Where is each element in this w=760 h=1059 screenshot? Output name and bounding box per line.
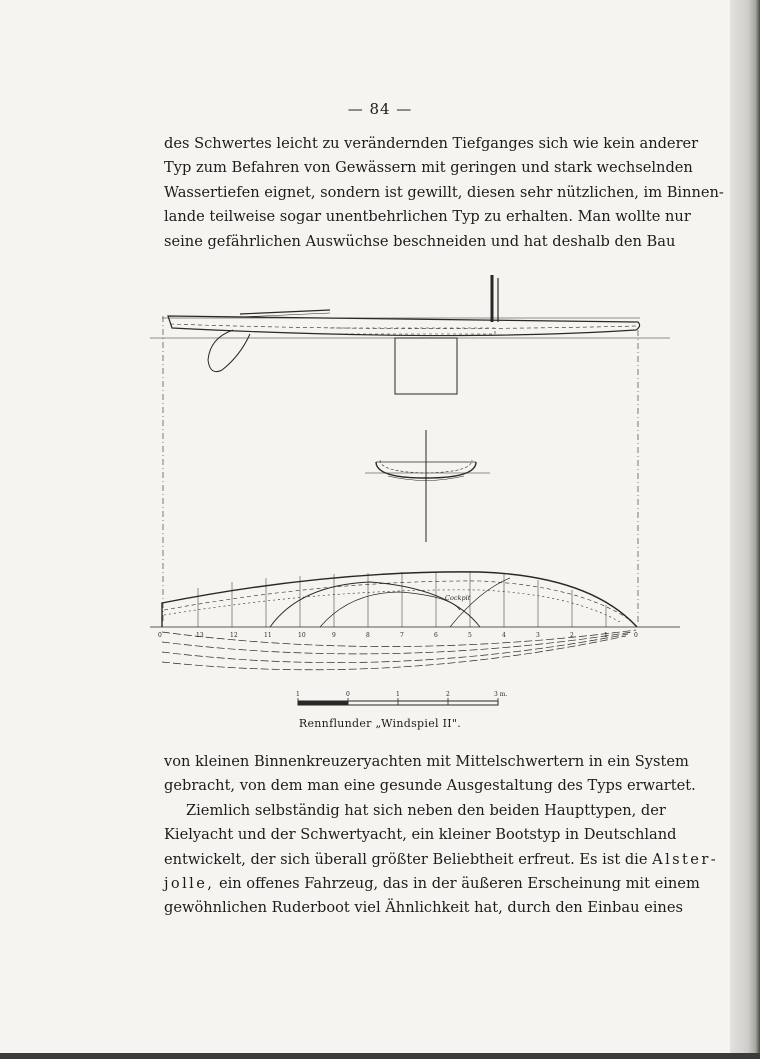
page-edge-shadow: [730, 0, 760, 1059]
scale-label: 2: [446, 691, 450, 698]
station-label: 8: [366, 632, 370, 639]
scale-label: 0: [346, 691, 350, 698]
page-number: — 84 —: [347, 100, 413, 118]
hull-profile: [150, 275, 670, 394]
text-line: Typ zum Befahren von Gewässern mit geringen und stark wechselnden: [164, 159, 693, 177]
station-label: 4: [502, 632, 506, 639]
paragraph-top: [164, 132, 724, 254]
text-line: seine gefährlichen Auswüchse beschneiden und hat deshalb den Bau: [164, 232, 676, 250]
text-line: Wassertiefen eignet, sondern ist gewillt, diesen sehr nützlichen, im Binnen-: [164, 183, 724, 201]
station-label: 9: [332, 632, 336, 639]
scale-label: 1: [396, 691, 400, 698]
text-line: von kleinen Binnenkreuzeryachten mit Mittelschwertern in ein System: [164, 753, 689, 770]
station-label: 1: [604, 632, 608, 639]
spaced-word: jolle,: [164, 875, 215, 893]
spaced-word: Alster-: [652, 850, 719, 868]
text-line: lande teilweise sogar unentbehrlichen Typ zu erhalten. Man wollte nur: [164, 208, 691, 226]
station-label: 13: [196, 632, 204, 639]
station-label: 0: [634, 632, 638, 639]
scale-label: 1: [296, 691, 300, 698]
cockpit-label: Cockpit: [445, 594, 471, 602]
station-label: 10: [298, 632, 306, 639]
station-label: 0: [158, 632, 162, 639]
text-line-part: ein offenes Fahrzeug, das in der äußeren Erscheinung mit einem: [218, 875, 700, 893]
station-label: 6: [434, 632, 438, 639]
page-bottom-edge: [0, 1053, 760, 1059]
station-label: 11: [264, 632, 272, 639]
text-line-compound: [164, 848, 719, 872]
text-line: Kielyacht und der Schwertyacht, ein kleiner Bootstyp in Deutschland: [164, 826, 677, 844]
station-label: 12: [230, 632, 238, 639]
scale-bar: [298, 698, 498, 705]
station-label: 7: [400, 632, 404, 639]
text-line: Ziemlich selbständig hat sich neben den beiden Haupttypen, der: [186, 801, 666, 819]
boat-lines-drawing: [150, 270, 680, 710]
scale-label: 3 m.: [494, 691, 508, 698]
text-line: gebracht, von dem man eine gesunde Ausgestaltung des Typs erwartet.: [164, 777, 696, 795]
figure-caption: Rennflunder „Windspiel II".: [298, 717, 462, 730]
midship-section: [365, 430, 490, 542]
station-label: 5: [468, 632, 472, 639]
paragraph-bottom: [164, 750, 719, 921]
text-line-part: entwickelt, der sich überall größter Beliebtheit erfreut. Es ist die: [164, 850, 648, 868]
text-line-compound: [164, 872, 700, 896]
text-line: gewöhnlichen Ruderboot viel Ähnlichkeit hat, durch den Einbau eines: [164, 899, 683, 917]
station-label: 2: [570, 632, 574, 639]
text-line: des Schwertes leicht zu verändernden Tiefganges sich wie kein anderer: [164, 135, 699, 152]
station-label: 3: [536, 632, 540, 639]
plan-view: [150, 572, 680, 670]
